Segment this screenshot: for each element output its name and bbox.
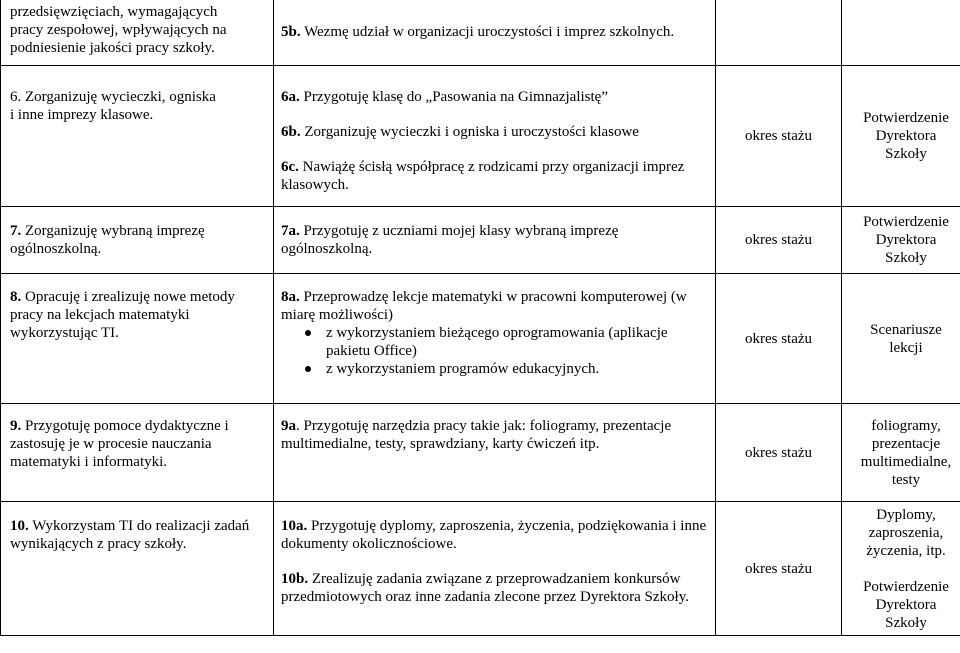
goal-text: podniesienie jakości pracy szkoły. — [10, 40, 215, 56]
table-row — [1, 404, 960, 502]
task-number: 10a. — [281, 518, 308, 534]
task-text: Przygotuję z uczniami mojej klasy wybraną imprezę ogólnoszkolną. — [281, 223, 619, 257]
goal-text: Wykorzystam TI do realizacji zadań wynikających z pracy szkoły. — [10, 518, 250, 552]
goal-text: pracy zespołowej, wpływających na — [10, 22, 227, 38]
term-text: okres stażu — [744, 128, 813, 144]
proof-text: prezentacje — [871, 435, 941, 452]
proof-text: Potwierdzenie — [863, 110, 949, 126]
task-cell — [274, 404, 716, 502]
proof-text: multimedialne, — [860, 453, 952, 470]
proof-text: zaproszenia, — [868, 524, 944, 541]
task-text: Przygotuję klasę do „Pasowania na Gimnazjalistę” — [299, 89, 608, 105]
proof-text: Scenariusze — [870, 321, 942, 338]
proof-text: Dyplomy, — [876, 506, 936, 523]
goal-text: Przygotuję pomoce dydaktyczne i zastosuję je w procesie nauczania matematyki i informatyki. — [10, 418, 229, 470]
task-number: 6b. — [281, 124, 301, 140]
task-text: Zrealizuję zadania związane z przeprowadzaniem konkursów przedmiotowych oraz inne zadania zlecone przez Dyrektora Szkoły. — [281, 571, 690, 605]
proof-cell — [842, 502, 960, 636]
goal-number: 9. — [10, 418, 22, 434]
proof-text: Dyrektora — [875, 596, 937, 613]
goal-text: Opracuję i zrealizuję nowe metody pracy na lekcjach matematyki wykorzystując TI. — [10, 289, 235, 341]
task-number: 9a — [281, 418, 296, 434]
task-number: 7a. — [281, 223, 300, 239]
table-row — [1, 66, 960, 207]
goal-number: 10. — [10, 518, 29, 534]
proof-text: życzenia, itp. — [866, 542, 946, 559]
proof-text: testy — [891, 471, 921, 488]
proof-text: Dyrektora — [875, 232, 937, 248]
term-cell — [716, 274, 842, 404]
goal-number: 7. — [10, 223, 22, 239]
term-cell — [716, 404, 842, 502]
spacer — [842, 560, 960, 578]
goal-text: przedsięwzięciach, wymagających — [10, 4, 218, 20]
term-cell — [716, 502, 842, 636]
task-number: 8a. — [281, 289, 300, 305]
task-number: 6c. — [281, 159, 299, 175]
proof-cell — [842, 0, 960, 66]
goal-cell — [1, 207, 274, 274]
proof-cell — [842, 274, 960, 404]
task-text: . Przygotuję narzędzia pracy takie jak: foliogramy, prezentacje multimedialne, testy, sprawdziany, karty ćwiczeń itp. — [281, 418, 672, 452]
table-row — [1, 207, 960, 274]
goal-text: 6. Zorganizuję wycieczki, ogniska — [10, 89, 216, 105]
proof-text: lekcji — [889, 339, 923, 356]
goal-number: 8. — [10, 289, 22, 305]
term-text: okres stażu — [744, 560, 813, 577]
bullet-list — [281, 324, 709, 378]
task-text: Przygotuję dyplomy, zaproszenia, życzenia, podziękowania i inne dokumenty okolicznościowe. — [281, 518, 707, 552]
term-cell — [716, 0, 842, 66]
task-text: Zorganizuję wycieczki i ogniska i uroczystości klasowe — [300, 124, 639, 140]
proof-cell — [842, 66, 960, 207]
task-number: 10b. — [281, 571, 309, 587]
task-number: 6a. — [281, 89, 300, 105]
table-row — [1, 502, 960, 636]
goal-cell — [1, 404, 274, 502]
list-item: z wykorzystaniem bieżącego oprogramowania (aplikacje pakietu Office) — [301, 324, 709, 360]
proof-cell — [842, 404, 960, 502]
task-number: 5b. — [281, 24, 301, 40]
proof-text: Potwierdzenie — [863, 578, 949, 595]
proof-text: Szkoły — [885, 614, 927, 631]
term-text: okres stażu — [744, 330, 813, 347]
task-cell — [274, 274, 716, 404]
proof-text: Potwierdzenie — [863, 214, 949, 230]
task-cell — [274, 66, 716, 207]
list-item: z wykorzystaniem programów edukacyjnych. — [301, 360, 709, 378]
term-text: okres stażu — [744, 232, 813, 248]
goal-text: Zorganizuję wybraną imprezę ogólnoszkolną. — [10, 223, 205, 257]
goal-cell — [1, 66, 274, 207]
task-cell — [274, 207, 716, 274]
proof-cell — [842, 207, 960, 274]
proof-text: Dyrektora — [875, 128, 937, 144]
goal-cell — [1, 0, 274, 66]
task-text: Wezmę udział w organizacji uroczystości i imprez szkolnych. — [300, 24, 675, 40]
goal-cell — [1, 274, 274, 404]
proof-text: Szkoły — [885, 250, 927, 266]
goal-cell — [1, 502, 274, 636]
table-row — [1, 0, 960, 66]
term-text: okres stażu — [744, 444, 813, 461]
task-cell — [274, 502, 716, 636]
term-cell — [716, 66, 842, 207]
task-text: Przeprowadzę lekcje matematyki w pracowni komputerowej (w miarę możliwości) — [281, 289, 687, 323]
term-cell — [716, 207, 842, 274]
table-row — [1, 274, 960, 404]
proof-text: Szkoły — [885, 146, 927, 162]
goal-text: i inne imprezy klasowe. — [10, 107, 154, 123]
proof-text: foliogramy, — [871, 417, 941, 434]
task-text: Nawiążę ścisłą współpracę z rodzicami przy organizacji imprez klasowych. — [281, 159, 685, 193]
task-cell — [274, 0, 716, 66]
